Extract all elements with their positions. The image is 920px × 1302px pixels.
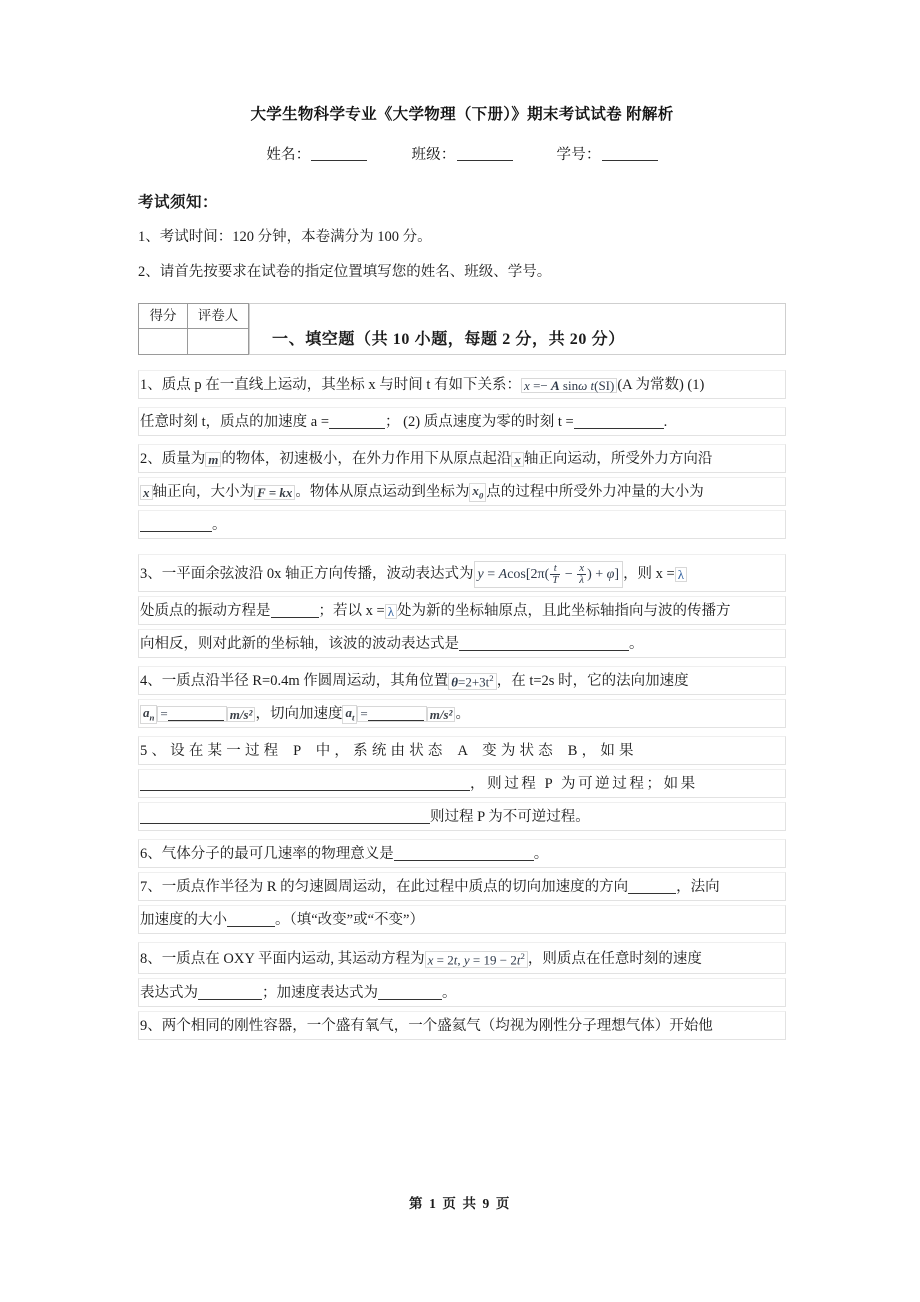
q3-text-b: ，则 x = bbox=[623, 565, 675, 582]
q6-text-b: 。 bbox=[533, 845, 549, 862]
q6-text-a: 6、气体分子的最可几速率的物理意义是 bbox=[140, 845, 394, 862]
q3-blank-1[interactable] bbox=[271, 617, 319, 618]
class-blank[interactable] bbox=[457, 160, 513, 161]
q8-text-b: ，则质点在任意时刻的速度 bbox=[527, 950, 702, 967]
q3-line2-b: ；若以 x = bbox=[318, 602, 385, 619]
question-8 bbox=[138, 942, 786, 1007]
section-header-row bbox=[138, 303, 786, 355]
q3-text-a: 3、一平面余弦波沿 0x 轴正方向传播，波动表达式为 bbox=[140, 565, 474, 582]
question-3 bbox=[138, 554, 786, 658]
question-2-line-3 bbox=[138, 510, 786, 539]
question-9 bbox=[138, 1011, 786, 1040]
q1-text-a: 1、质点 p 在一直线上运动，其坐标 x 与时间 t 有如下关系： bbox=[140, 376, 522, 393]
q4-normal-accel-value[interactable]: = bbox=[157, 706, 226, 722]
notice-title: 考试须知： bbox=[138, 193, 219, 211]
notice-item-2: 2、请首先按要求在试卷的指定位置填写您的姓名、班级、学号。 bbox=[138, 264, 552, 281]
question-1-line-2 bbox=[138, 407, 786, 436]
q5-blank-2[interactable] bbox=[140, 823, 430, 824]
q5-line2-b: ，则过程 P 为可逆过程；如果 bbox=[470, 775, 698, 792]
q2-text-d: 轴正向，大小为 bbox=[152, 483, 254, 500]
q1-blank-1[interactable] bbox=[329, 428, 385, 429]
page-content bbox=[138, 0, 786, 1040]
q8-text-a: 8、一质点在 OXY 平面内运动, 其运动方程为 bbox=[140, 950, 425, 967]
q1-line2-c: . bbox=[663, 413, 668, 430]
q3-line2-a: 处质点的振动方程是 bbox=[140, 602, 271, 619]
table-row bbox=[139, 329, 249, 355]
q2-blank-1[interactable] bbox=[140, 531, 212, 532]
notice-item-1: 1、考试时间：120 分钟，本卷满分为 100 分。 bbox=[138, 228, 432, 245]
score-header: 得分 bbox=[139, 303, 188, 329]
q4-text-c: ，切向加速度 bbox=[255, 705, 343, 722]
page-footer: 第 1 页 共 9 页 bbox=[409, 1196, 511, 1211]
q2-text-a: 2、质量为 bbox=[140, 450, 206, 467]
q2-text-c: 轴正向运动，所受外力方向沿 bbox=[523, 450, 713, 467]
q7-text-b: ，法向 bbox=[676, 878, 720, 895]
q3-line3-b: 。 bbox=[629, 635, 644, 652]
question-2-line-2 bbox=[138, 477, 786, 506]
q5-line3-b: 则过程 P 为不可逆过程。 bbox=[430, 808, 590, 825]
q4-tangential-accel-value[interactable]: = bbox=[357, 706, 426, 722]
question-6-line-1 bbox=[138, 839, 786, 868]
question-7-line-2 bbox=[138, 905, 786, 934]
question-7-line-1 bbox=[138, 872, 786, 901]
q7-blank-2[interactable] bbox=[227, 926, 275, 927]
q2-text-g: 。 bbox=[212, 516, 227, 533]
q4-tangential-accel-symbol: $a_t$ bbox=[342, 705, 357, 723]
page-title: 大学生物科学专业《大学物理（下册）》期末考试试卷 附解析 bbox=[250, 106, 674, 123]
q7-line2-b: 。（填“改变”或“不变”） bbox=[275, 911, 424, 928]
q1-text-b: (A 为常数) (1) bbox=[617, 376, 705, 393]
question-6 bbox=[138, 839, 786, 868]
q5-blank-1[interactable] bbox=[140, 790, 470, 791]
q2-text-e: 。物体从原点运动到坐标为 bbox=[295, 483, 470, 500]
question-5-line-2 bbox=[138, 769, 786, 798]
score-value-cell[interactable] bbox=[139, 329, 188, 355]
q2-axis-symbol-1: x bbox=[511, 452, 524, 467]
q4-angle-formula: $\theta=2+3t^2$ bbox=[448, 673, 496, 689]
q4-unit-2: m/s² bbox=[427, 707, 456, 722]
question-7 bbox=[138, 872, 786, 934]
q1-line2-b: ； (2) 质点速度为零的时刻 t = bbox=[385, 413, 574, 430]
q1-line2-a: 任意时刻 t，质点的加速度 a = bbox=[140, 413, 330, 430]
q3-lambda-symbol-1: λ bbox=[675, 567, 687, 582]
student-id-label: 学号： bbox=[556, 146, 601, 163]
section-title: 一、填空题（共 10 小题，每题 2 分，共 20 分） bbox=[272, 330, 625, 348]
question-8-line-1 bbox=[138, 942, 786, 974]
q2-force-formula: F = kx bbox=[254, 485, 295, 500]
q1-blank-2[interactable] bbox=[574, 428, 664, 429]
question-1-line-1 bbox=[138, 370, 786, 399]
class-label: 班级： bbox=[411, 146, 456, 163]
q3-lambda-symbol-2: λ bbox=[385, 604, 397, 619]
grader-value-cell[interactable] bbox=[188, 329, 249, 355]
q4-text-b: ，在 t=2s 时，它的法向加速度 bbox=[496, 672, 689, 689]
q2-mass-symbol: m bbox=[205, 452, 221, 467]
student-info-line bbox=[138, 143, 786, 164]
q2-position-symbol: $x_0$ bbox=[469, 483, 486, 501]
q8-line2-c: 。 bbox=[442, 984, 457, 1001]
question-3-line-3 bbox=[138, 629, 786, 658]
grader-header: 评卷人 bbox=[188, 303, 249, 329]
q4-normal-accel-symbol: $a_n$ bbox=[140, 705, 157, 723]
q2-text-b: 的物体，初速极小，在外力作用下从原点起沿 bbox=[221, 450, 512, 467]
q4-text-a: 4、一质点沿半径 R=0.4m 作圆周运动，其角位置 bbox=[140, 672, 449, 689]
name-blank[interactable] bbox=[311, 160, 367, 161]
q3-wave-formula: y = Acos[2π( $\frac{t}{T}$ − $\frac{x}{\lambda}$ ) + φ] bbox=[474, 561, 624, 589]
name-label: 姓名： bbox=[266, 146, 311, 163]
question-5-line-1: 5、设在某一过程 P 中，系统由状态 A 变为状态 B，如果 bbox=[138, 736, 786, 765]
section-title-box bbox=[249, 303, 786, 355]
question-3-line-1 bbox=[138, 554, 786, 592]
question-2-line-1 bbox=[138, 444, 786, 473]
student-id-blank[interactable] bbox=[602, 160, 658, 161]
q8-blank-1[interactable] bbox=[198, 999, 262, 1000]
question-4 bbox=[138, 666, 786, 728]
q7-line2-a: 加速度的大小 bbox=[140, 911, 227, 928]
q7-text-a: 7、一质点作半径为 R 的匀速圆周运动，在此过程中质点的切向加速度的方向 bbox=[140, 878, 629, 895]
q8-line2-a: 表达式为 bbox=[140, 984, 198, 1001]
q8-line2-b: ；加速度表达式为 bbox=[262, 984, 378, 1001]
question-4-line-2 bbox=[138, 699, 786, 728]
q4-unit-1: m/s² bbox=[227, 707, 256, 722]
q8-motion-formula: x = 2t, $y = 19 - 2t^2$ bbox=[425, 951, 528, 967]
question-4-line-1 bbox=[138, 666, 786, 695]
q7-blank-1[interactable] bbox=[628, 893, 676, 894]
q3-blank-2[interactable] bbox=[459, 650, 629, 651]
question-3-line-2 bbox=[138, 596, 786, 625]
question-1 bbox=[138, 370, 786, 436]
question-9-line-1: 9、两个相同的刚性容器，一个盛有氧气，一个盛氦气（均视为刚性分子理想气体）开始他 bbox=[138, 1011, 786, 1040]
score-table bbox=[138, 303, 249, 355]
question-5-line-3 bbox=[138, 802, 786, 831]
q2-text-f: 点的过程中所受外力冲量的大小为 bbox=[486, 483, 704, 500]
q1-formula: x =− A sinω t(SI) bbox=[521, 378, 617, 393]
q8-blank-2[interactable] bbox=[378, 999, 442, 1000]
question-2 bbox=[138, 444, 786, 539]
q6-blank-1[interactable] bbox=[394, 860, 534, 861]
q2-axis-symbol-2: x bbox=[140, 485, 153, 500]
q3-line3-a: 向相反，则对此新的坐标轴，该波的波动表达式是 bbox=[140, 635, 459, 652]
q3-line2-c: 处为新的坐标轴原点，且此坐标轴指向与波的传播方 bbox=[397, 602, 731, 619]
table-row bbox=[139, 303, 249, 329]
question-8-line-2 bbox=[138, 978, 786, 1007]
q4-text-d: 。 bbox=[455, 705, 470, 722]
question-5 bbox=[138, 736, 786, 831]
